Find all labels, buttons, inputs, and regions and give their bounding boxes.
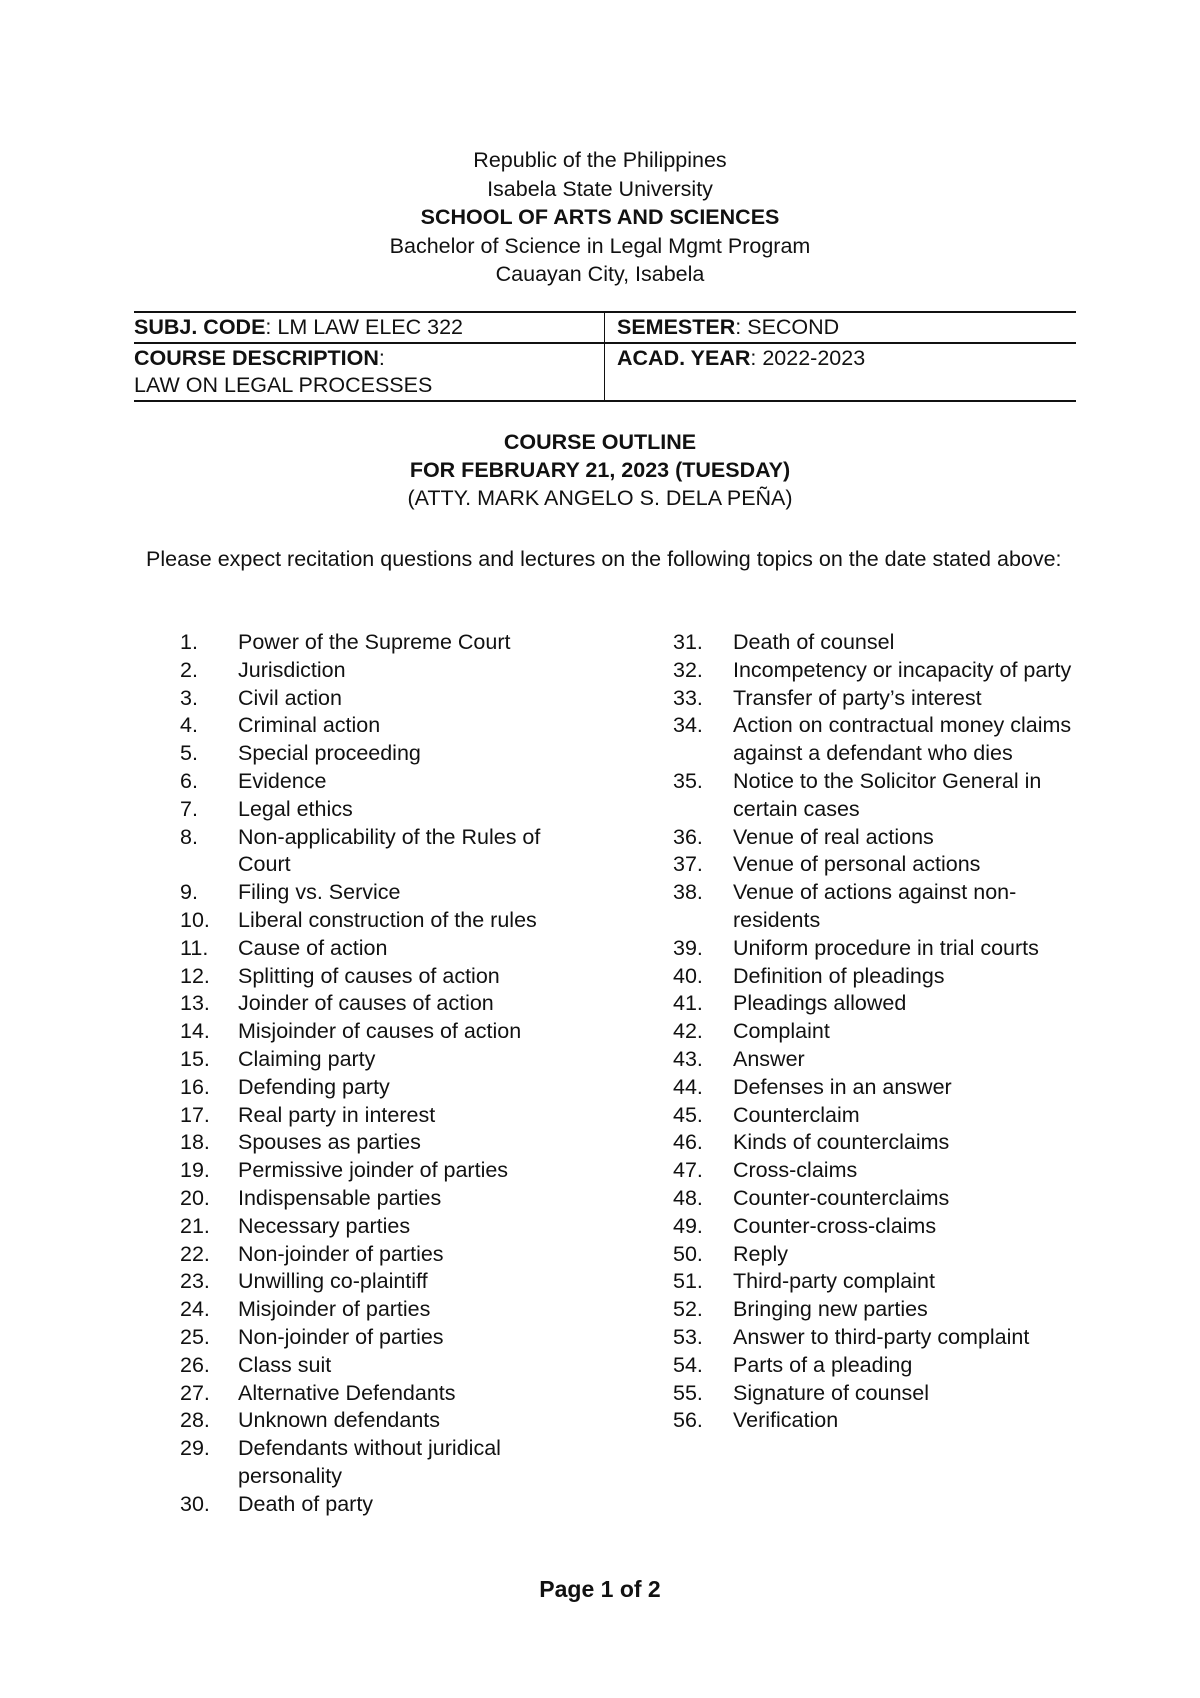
topic-number: 42. — [673, 1019, 703, 1044]
topic-number: 54. — [673, 1352, 703, 1377]
topic-item — [673, 768, 1073, 824]
topic-item — [673, 1185, 1073, 1213]
topic-text: Counter-counterclaims — [733, 1185, 950, 1210]
topic-item — [673, 1352, 1073, 1380]
topic-text: Third-party complaint — [733, 1269, 935, 1294]
topic-text: Counter-cross-claims — [733, 1213, 937, 1238]
topic-text: Venue of personal actions — [733, 852, 981, 877]
topic-item — [673, 629, 1073, 657]
topic-number: 9. — [180, 880, 198, 905]
topic-text: Defenses in an answer — [733, 1074, 952, 1099]
topic-text: Non-joinder of parties — [238, 1324, 444, 1349]
topic-text: Real party in interest — [238, 1102, 436, 1127]
topic-item — [673, 935, 1073, 963]
outline-heading — [0, 428, 1200, 512]
course-description-value: LAW ON LEGAL PROCESSES — [134, 373, 433, 397]
topic-number: 48. — [673, 1185, 703, 1210]
topic-number: 51. — [673, 1269, 703, 1294]
topic-number: 28. — [180, 1408, 210, 1433]
topic-number: 4. — [180, 713, 198, 738]
topic-text: Transfer of party’s interest — [733, 685, 982, 710]
topic-number: 34. — [673, 713, 703, 738]
topic-item — [673, 1213, 1073, 1241]
topic-text: Permissive joinder of parties — [238, 1158, 509, 1183]
outline-date: FOR FEBRUARY 21, 2023 (TUESDAY) — [409, 458, 791, 482]
topic-number: 46. — [673, 1130, 703, 1155]
topic-text: Parts of a pleading — [733, 1352, 913, 1377]
topic-item — [180, 935, 570, 963]
topic-item — [180, 1074, 570, 1102]
topic-list-left — [180, 629, 570, 1519]
topic-item — [180, 1407, 570, 1435]
semester-value: : SECOND — [735, 315, 840, 339]
course-info-table — [134, 311, 1076, 402]
topic-number: 31. — [673, 630, 703, 654]
topic-text: Unwilling co-plaintiff — [238, 1269, 428, 1294]
topic-item — [673, 1018, 1073, 1046]
topic-number: 25. — [180, 1324, 210, 1349]
topic-text: Complaint — [733, 1019, 830, 1044]
topic-number: 21. — [180, 1213, 210, 1238]
course-description-label: COURSE DESCRIPTION — [134, 346, 379, 370]
subj-code-label: SUBJ. CODE — [134, 315, 266, 339]
topic-text: Cause of action — [238, 935, 388, 960]
topic-text: Evidence — [238, 768, 327, 793]
topic-text: Answer to third-party complaint — [733, 1324, 1030, 1349]
page-number: Page 1 of 2 — [539, 1576, 661, 1602]
topic-item — [180, 963, 570, 991]
topic-text: Spouses as parties — [238, 1130, 421, 1155]
topic-number: 20. — [180, 1185, 210, 1210]
topic-number: 55. — [673, 1380, 703, 1405]
header-republic: Republic of the Philippines — [473, 148, 727, 172]
topic-item — [673, 657, 1073, 685]
topic-number: 43. — [673, 1046, 703, 1071]
topic-item — [180, 1491, 570, 1519]
topic-item — [673, 685, 1073, 713]
topic-item — [180, 740, 570, 768]
topic-number: 10. — [180, 907, 210, 932]
topic-number: 7. — [180, 796, 198, 821]
topic-number: 36. — [673, 824, 703, 849]
topic-text: Venue of actions against non-residents — [733, 880, 1017, 932]
header-program: Bachelor of Science in Legal Mgmt Program — [389, 233, 811, 258]
header-school: SCHOOL OF ARTS AND SCIENCES — [420, 205, 780, 229]
topic-number: 49. — [673, 1213, 703, 1238]
topic-number: 15. — [180, 1046, 210, 1071]
topic-item — [673, 1102, 1073, 1130]
topic-number: 2. — [180, 657, 198, 682]
topic-text: Counterclaim — [733, 1102, 860, 1127]
header-location: Cauayan City, Isabela — [495, 262, 705, 286]
topic-number: 41. — [673, 991, 703, 1016]
topic-item — [673, 851, 1073, 879]
topic-item — [673, 990, 1073, 1018]
topic-item — [180, 824, 570, 880]
topic-item — [673, 1157, 1073, 1185]
topic-text: Unknown defendants — [238, 1408, 441, 1433]
topic-text: Uniform procedure in trial courts — [733, 935, 1039, 960]
topic-text: Venue of real actions — [733, 824, 934, 849]
topic-number: 33. — [673, 685, 703, 710]
topic-text: Misjoinder of causes of action — [238, 1019, 522, 1044]
topic-item — [673, 963, 1073, 991]
course-description-cell — [134, 343, 605, 401]
topic-text: Non-applicability of the Rules of Court — [238, 824, 541, 877]
topic-text: Splitting of causes of action — [238, 963, 500, 988]
outline-title: COURSE OUTLINE — [503, 430, 697, 454]
topic-text: Definition of pleadings — [733, 963, 945, 988]
topic-number: 50. — [673, 1241, 703, 1266]
topic-text: Signature of counsel — [733, 1380, 930, 1405]
topic-number: 16. — [180, 1074, 210, 1099]
semester-label: SEMESTER — [617, 315, 736, 339]
acad-year-value: : 2022-2023 — [750, 346, 866, 370]
topic-text: Kinds of counterclaims — [733, 1130, 950, 1155]
topic-text: Claiming party — [238, 1046, 376, 1071]
topic-item — [673, 1241, 1073, 1269]
topic-text: Action on contractual money claims against a defendant who dies — [733, 713, 1072, 766]
topic-item — [673, 1074, 1073, 1102]
topic-number: 45. — [673, 1102, 703, 1127]
topic-text: Defendants without juridical personality — [238, 1436, 501, 1488]
topic-number: 11. — [180, 935, 209, 960]
topic-number: 47. — [673, 1158, 703, 1183]
topic-item — [180, 796, 570, 824]
topic-number: 19. — [180, 1158, 210, 1183]
topic-item — [180, 1185, 570, 1213]
topic-number: 35. — [673, 768, 703, 793]
topic-item — [180, 1380, 570, 1408]
topic-number: 14. — [180, 1019, 210, 1044]
topic-number: 56. — [673, 1408, 703, 1433]
topic-item — [180, 1046, 570, 1074]
topic-item — [673, 1129, 1073, 1157]
topic-item — [673, 879, 1073, 935]
topic-number: 18. — [180, 1130, 210, 1155]
topic-text: Joinder of causes of action — [238, 991, 494, 1016]
topic-number: 12. — [180, 963, 210, 988]
topic-text: Death of party — [238, 1491, 374, 1516]
topic-item — [673, 1407, 1073, 1435]
acad-year-label: ACAD. YEAR — [617, 346, 751, 370]
topic-item — [673, 1324, 1073, 1352]
topic-text: Pleadings allowed — [733, 991, 907, 1016]
topic-text: Non-joinder of parties — [238, 1241, 444, 1266]
topic-item — [673, 1380, 1073, 1408]
topic-item — [180, 629, 570, 657]
topic-item — [180, 1241, 570, 1269]
topic-text: Notice to the Solicitor General in certain cases — [733, 768, 1042, 821]
topic-number: 13. — [180, 991, 210, 1016]
topic-item — [180, 1352, 570, 1380]
topic-number: 52. — [673, 1297, 703, 1322]
topic-number: 32. — [673, 657, 703, 682]
topic-number: 38. — [673, 880, 703, 905]
topic-item — [180, 1324, 570, 1352]
topic-number: 17. — [180, 1102, 210, 1127]
topic-text: Power of the Supreme Court — [238, 630, 511, 654]
topic-text: Special proceeding — [238, 741, 421, 766]
topic-text: Necessary parties — [238, 1213, 411, 1238]
topic-text: Defending party — [238, 1074, 390, 1099]
topic-text: Misjoinder of parties — [238, 1297, 431, 1322]
topic-number: 27. — [180, 1380, 210, 1405]
topic-item — [673, 824, 1073, 852]
topic-item — [180, 657, 570, 685]
topic-number: 22. — [180, 1241, 210, 1266]
topic-text: Civil action — [238, 685, 342, 710]
header-university: Isabela State University — [487, 176, 713, 201]
topic-text: Bringing new parties — [733, 1297, 928, 1322]
topic-item — [180, 1213, 570, 1241]
topic-number: 6. — [180, 768, 198, 793]
topic-text: Legal ethics — [238, 796, 353, 821]
topic-item — [673, 712, 1073, 768]
topic-number: 24. — [180, 1297, 210, 1322]
semester-cell — [605, 312, 1077, 343]
topic-text: Death of counsel — [733, 630, 895, 654]
intro-paragraph: Please expect recitation questions and lectures on the following topics on the date stated above: — [146, 547, 1062, 571]
topic-text: Criminal action — [238, 713, 381, 738]
topic-item — [180, 907, 570, 935]
topic-text: Class suit — [238, 1352, 332, 1377]
topic-item — [180, 1102, 570, 1130]
topic-text: Verification — [733, 1408, 839, 1433]
topic-number: 1. — [180, 630, 198, 654]
topic-item — [673, 1268, 1073, 1296]
topic-text: Jurisdiction — [238, 657, 346, 682]
topic-number: 44. — [673, 1074, 703, 1099]
topic-text: Liberal construction of the rules — [238, 907, 537, 932]
topic-item — [180, 1018, 570, 1046]
topic-number: 39. — [673, 935, 703, 960]
topic-number: 29. — [180, 1436, 210, 1461]
topic-item — [180, 879, 570, 907]
topic-item — [180, 1129, 570, 1157]
topic-text: Cross-claims — [733, 1158, 858, 1183]
outline-instructor: (ATTY. MARK ANGELO S. DELA PEÑA) — [407, 486, 793, 510]
topic-text: Indispensable parties — [238, 1185, 442, 1210]
topic-item — [180, 685, 570, 713]
topic-number: 40. — [673, 963, 703, 988]
document-header — [0, 146, 1200, 289]
topic-number: 30. — [180, 1491, 210, 1516]
topic-text: Answer — [733, 1046, 805, 1071]
topic-number: 23. — [180, 1269, 210, 1294]
topic-item — [180, 1157, 570, 1185]
topic-text: Filing vs. Service — [238, 880, 401, 905]
course-description-colon: : — [378, 346, 385, 370]
topic-number: 8. — [180, 824, 198, 849]
topic-item — [180, 1435, 570, 1491]
topic-number: 53. — [673, 1324, 703, 1349]
subj-code-value: : LM LAW ELEC 322 — [265, 315, 463, 339]
topic-item — [673, 1046, 1073, 1074]
topic-text: Reply — [733, 1241, 788, 1266]
topic-number: 5. — [180, 741, 198, 766]
topic-number: 26. — [180, 1352, 210, 1377]
topic-number: 3. — [180, 685, 198, 710]
topic-item — [673, 1296, 1073, 1324]
topic-text: Alternative Defendants — [238, 1380, 456, 1405]
topic-text: Incompetency or incapacity of party — [733, 657, 1072, 682]
topic-list-right — [673, 629, 1073, 1435]
topic-item — [180, 1268, 570, 1296]
topic-item — [180, 768, 570, 796]
topic-item — [180, 712, 570, 740]
topic-item — [180, 1296, 570, 1324]
topic-number: 37. — [673, 852, 703, 877]
topic-item — [180, 990, 570, 1018]
subj-code-cell — [134, 312, 605, 343]
acad-year-cell — [605, 343, 1077, 401]
